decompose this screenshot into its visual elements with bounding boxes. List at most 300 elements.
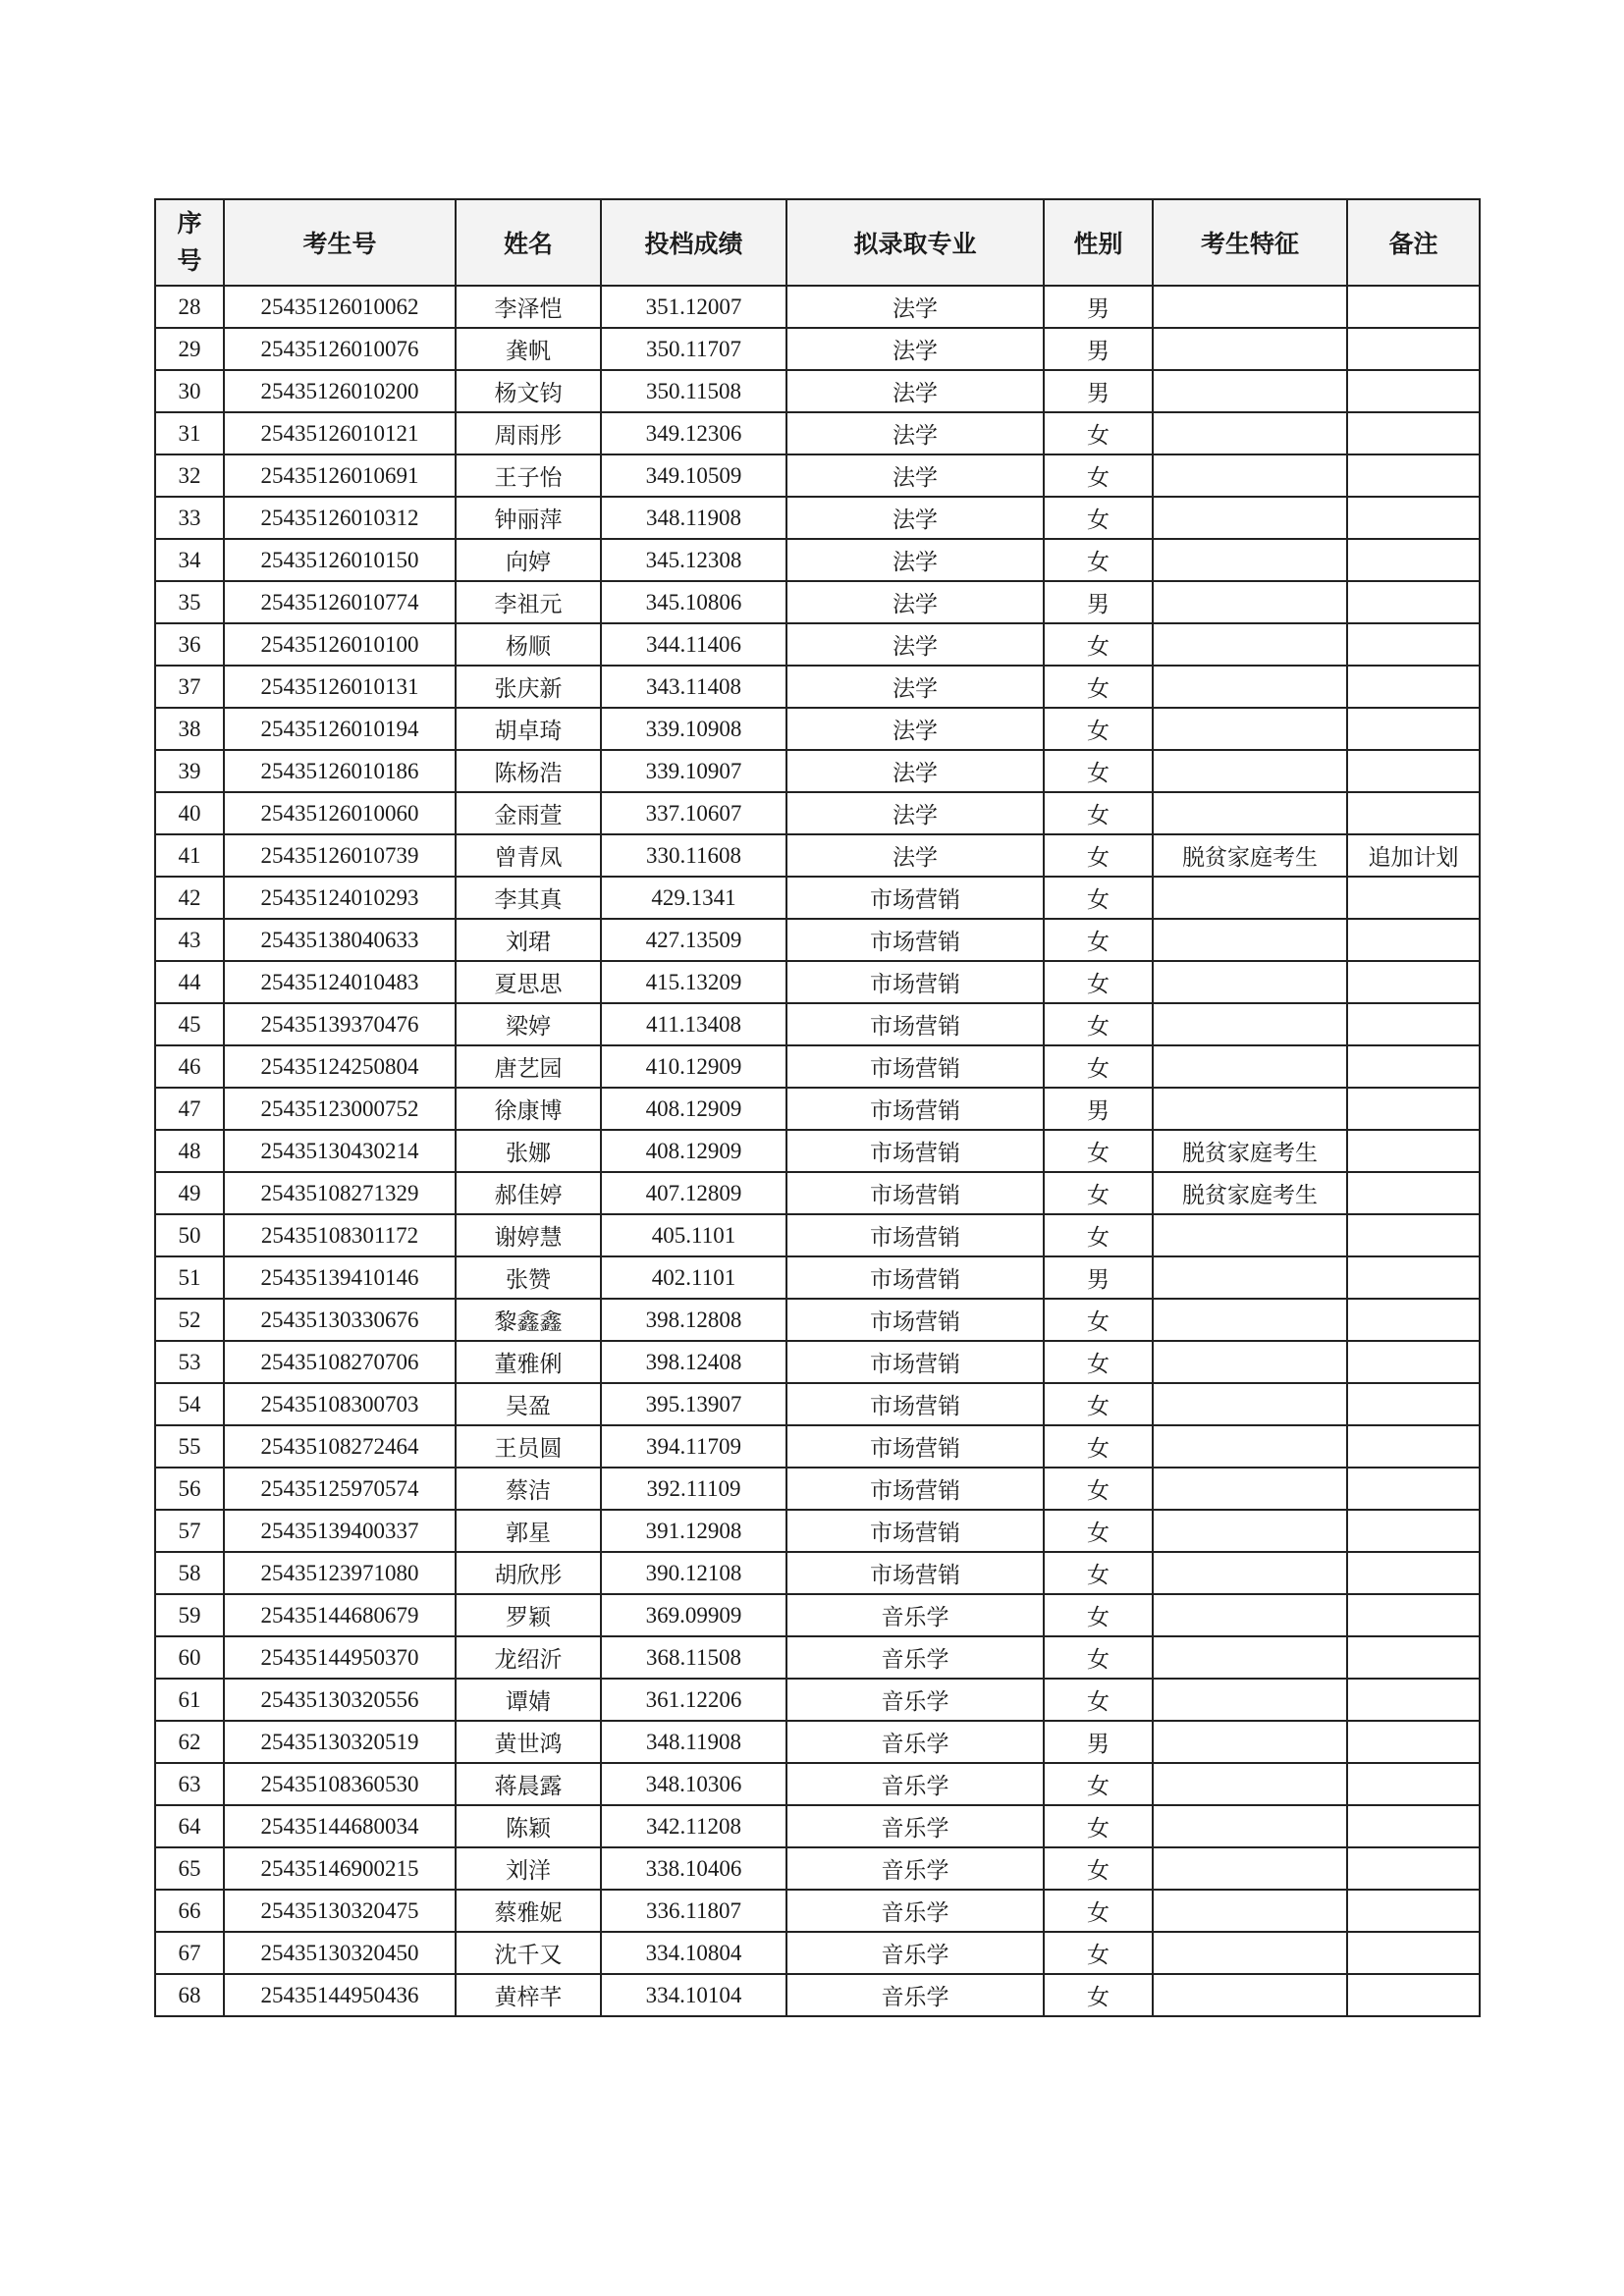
cell-gender: 女 — [1044, 1341, 1153, 1383]
cell-seq: 63 — [155, 1763, 224, 1805]
table-row — [155, 454, 1480, 497]
cell-gender: 女 — [1044, 1974, 1153, 2016]
cell-score: 348.11908 — [601, 1721, 786, 1763]
cell-exam-no: 25435125970574 — [224, 1468, 456, 1510]
cell-major: 音乐学 — [786, 1763, 1044, 1805]
cell-exam-no: 25435124010483 — [224, 961, 456, 1003]
cell-score: 410.12909 — [601, 1045, 786, 1088]
cell-remark — [1347, 1847, 1480, 1890]
cell-remark — [1347, 1805, 1480, 1847]
cell-gender: 女 — [1044, 1594, 1153, 1636]
cell-remark — [1347, 1679, 1480, 1721]
table-row — [155, 877, 1480, 919]
cell-name: 李祖元 — [456, 581, 601, 623]
cell-score: 348.10306 — [601, 1763, 786, 1805]
cell-major: 法学 — [786, 581, 1044, 623]
cell-remark — [1347, 1214, 1480, 1256]
header-major: 拟录取专业 — [786, 199, 1044, 286]
cell-remark — [1347, 1510, 1480, 1552]
cell-feature — [1153, 1847, 1347, 1890]
cell-exam-no: 25435126010060 — [224, 792, 456, 834]
cell-remark — [1347, 666, 1480, 708]
cell-name: 董雅俐 — [456, 1341, 601, 1383]
cell-remark — [1347, 1763, 1480, 1805]
cell-name: 周雨彤 — [456, 412, 601, 454]
cell-name: 金雨萱 — [456, 792, 601, 834]
cell-score: 338.10406 — [601, 1847, 786, 1890]
cell-major: 法学 — [786, 792, 1044, 834]
cell-exam-no: 25435126010739 — [224, 834, 456, 877]
cell-gender: 女 — [1044, 1679, 1153, 1721]
cell-score: 343.11408 — [601, 666, 786, 708]
cell-seq: 29 — [155, 328, 224, 370]
cell-exam-no: 25435144680679 — [224, 1594, 456, 1636]
cell-seq: 55 — [155, 1425, 224, 1468]
cell-major: 市场营销 — [786, 1130, 1044, 1172]
cell-score: 350.11508 — [601, 370, 786, 412]
cell-gender: 男 — [1044, 328, 1153, 370]
cell-remark — [1347, 1088, 1480, 1130]
cell-name: 谢婷慧 — [456, 1214, 601, 1256]
cell-seq: 65 — [155, 1847, 224, 1890]
cell-seq: 31 — [155, 412, 224, 454]
cell-name: 刘珺 — [456, 919, 601, 961]
table-row — [155, 1763, 1480, 1805]
cell-major: 市场营销 — [786, 1003, 1044, 1045]
cell-exam-no: 25435126010131 — [224, 666, 456, 708]
cell-remark — [1347, 1636, 1480, 1679]
cell-seq: 46 — [155, 1045, 224, 1088]
cell-remark — [1347, 708, 1480, 750]
cell-feature — [1153, 1763, 1347, 1805]
cell-exam-no: 25435108360530 — [224, 1763, 456, 1805]
cell-score: 398.12408 — [601, 1341, 786, 1383]
header-name: 姓名 — [456, 199, 601, 286]
table-row — [155, 1805, 1480, 1847]
cell-seq: 53 — [155, 1341, 224, 1383]
cell-remark — [1347, 1425, 1480, 1468]
cell-gender: 女 — [1044, 1636, 1153, 1679]
cell-exam-no: 25435138040633 — [224, 919, 456, 961]
cell-feature: 脱贫家庭考生 — [1153, 1130, 1347, 1172]
cell-major: 市场营销 — [786, 1088, 1044, 1130]
cell-seq: 64 — [155, 1805, 224, 1847]
table-row — [155, 1679, 1480, 1721]
cell-score: 345.12308 — [601, 539, 786, 581]
table-row — [155, 1045, 1480, 1088]
cell-exam-no: 25435144950436 — [224, 1974, 456, 2016]
cell-remark — [1347, 1383, 1480, 1425]
cell-feature — [1153, 1468, 1347, 1510]
cell-seq: 41 — [155, 834, 224, 877]
cell-feature — [1153, 412, 1347, 454]
cell-seq: 52 — [155, 1299, 224, 1341]
cell-major: 市场营销 — [786, 1341, 1044, 1383]
cell-feature — [1153, 1510, 1347, 1552]
table-row — [155, 1890, 1480, 1932]
cell-name: 胡欣彤 — [456, 1552, 601, 1594]
cell-exam-no: 25435108301172 — [224, 1214, 456, 1256]
cell-seq: 59 — [155, 1594, 224, 1636]
cell-name: 陈颖 — [456, 1805, 601, 1847]
cell-exam-no: 25435123971080 — [224, 1552, 456, 1594]
cell-name: 李泽恺 — [456, 286, 601, 328]
cell-major: 法学 — [786, 497, 1044, 539]
cell-feature — [1153, 1299, 1347, 1341]
table-row — [155, 666, 1480, 708]
cell-seq: 60 — [155, 1636, 224, 1679]
cell-score: 390.12108 — [601, 1552, 786, 1594]
cell-name: 梁婷 — [456, 1003, 601, 1045]
cell-exam-no: 25435144950370 — [224, 1636, 456, 1679]
cell-major: 音乐学 — [786, 1805, 1044, 1847]
header-seq-line1: 序 — [177, 209, 202, 238]
cell-remark — [1347, 961, 1480, 1003]
cell-remark — [1347, 1299, 1480, 1341]
cell-name: 刘洋 — [456, 1847, 601, 1890]
cell-gender: 女 — [1044, 750, 1153, 792]
cell-score: 395.13907 — [601, 1383, 786, 1425]
cell-feature — [1153, 1890, 1347, 1932]
cell-major: 市场营销 — [786, 1552, 1044, 1594]
cell-remark — [1347, 370, 1480, 412]
header-gender: 性别 — [1044, 199, 1153, 286]
cell-major: 法学 — [786, 623, 1044, 666]
table-row — [155, 919, 1480, 961]
cell-gender: 女 — [1044, 1425, 1153, 1468]
table-row — [155, 1636, 1480, 1679]
cell-feature — [1153, 961, 1347, 1003]
cell-gender: 女 — [1044, 1383, 1153, 1425]
cell-seq: 58 — [155, 1552, 224, 1594]
header-seq-line2: 号 — [177, 246, 202, 275]
cell-major: 法学 — [786, 328, 1044, 370]
cell-name: 唐艺园 — [456, 1045, 601, 1088]
cell-remark — [1347, 286, 1480, 328]
cell-remark — [1347, 412, 1480, 454]
cell-score: 345.10806 — [601, 581, 786, 623]
cell-gender: 女 — [1044, 623, 1153, 666]
header-feature: 考生特征 — [1153, 199, 1347, 286]
cell-score: 334.10804 — [601, 1932, 786, 1974]
cell-feature — [1153, 1679, 1347, 1721]
cell-feature — [1153, 750, 1347, 792]
cell-exam-no: 25435130430214 — [224, 1130, 456, 1172]
cell-exam-no: 25435126010312 — [224, 497, 456, 539]
cell-gender: 女 — [1044, 1468, 1153, 1510]
cell-name: 龙绍沂 — [456, 1636, 601, 1679]
cell-major: 法学 — [786, 286, 1044, 328]
cell-feature — [1153, 1383, 1347, 1425]
table-row — [155, 286, 1480, 328]
cell-gender: 男 — [1044, 1088, 1153, 1130]
cell-name: 谭婧 — [456, 1679, 601, 1721]
cell-exam-no: 25435124250804 — [224, 1045, 456, 1088]
table-row — [155, 1721, 1480, 1763]
table-row — [155, 1425, 1480, 1468]
table-row — [155, 328, 1480, 370]
cell-exam-no: 25435139410146 — [224, 1256, 456, 1299]
cell-major: 市场营销 — [786, 961, 1044, 1003]
cell-feature — [1153, 1932, 1347, 1974]
cell-gender: 女 — [1044, 792, 1153, 834]
cell-score: 349.12306 — [601, 412, 786, 454]
cell-seq: 44 — [155, 961, 224, 1003]
cell-major: 市场营销 — [786, 1425, 1044, 1468]
table-row — [155, 1383, 1480, 1425]
cell-name: 向婷 — [456, 539, 601, 581]
cell-remark — [1347, 1003, 1480, 1045]
cell-major: 法学 — [786, 666, 1044, 708]
header-exam-no: 考生号 — [224, 199, 456, 286]
cell-name: 蔡雅妮 — [456, 1890, 601, 1932]
table-row — [155, 961, 1480, 1003]
cell-score: 339.10907 — [601, 750, 786, 792]
cell-score: 369.09909 — [601, 1594, 786, 1636]
cell-gender: 女 — [1044, 1172, 1153, 1214]
cell-major: 音乐学 — [786, 1721, 1044, 1763]
table-row — [155, 1003, 1480, 1045]
cell-seq: 48 — [155, 1130, 224, 1172]
cell-score: 405.1101 — [601, 1214, 786, 1256]
cell-gender: 男 — [1044, 370, 1153, 412]
cell-score: 407.12809 — [601, 1172, 786, 1214]
table-row — [155, 1299, 1480, 1341]
cell-remark — [1347, 623, 1480, 666]
cell-feature — [1153, 454, 1347, 497]
cell-remark — [1347, 539, 1480, 581]
cell-remark — [1347, 1974, 1480, 2016]
cell-score: 368.11508 — [601, 1636, 786, 1679]
table-row — [155, 708, 1480, 750]
cell-seq: 37 — [155, 666, 224, 708]
cell-feature — [1153, 1805, 1347, 1847]
cell-feature — [1153, 1341, 1347, 1383]
table-row — [155, 792, 1480, 834]
cell-feature: 脱贫家庭考生 — [1153, 1172, 1347, 1214]
cell-gender: 女 — [1044, 834, 1153, 877]
cell-score: 408.12909 — [601, 1088, 786, 1130]
cell-exam-no: 25435108270706 — [224, 1341, 456, 1383]
table-row — [155, 1932, 1480, 1974]
cell-remark — [1347, 1468, 1480, 1510]
cell-remark — [1347, 1932, 1480, 1974]
cell-major: 音乐学 — [786, 1679, 1044, 1721]
cell-major: 市场营销 — [786, 1468, 1044, 1510]
cell-major: 法学 — [786, 750, 1044, 792]
cell-gender: 女 — [1044, 1932, 1153, 1974]
table-row — [155, 370, 1480, 412]
cell-name: 张庆新 — [456, 666, 601, 708]
header-score: 投档成绩 — [601, 199, 786, 286]
cell-seq: 54 — [155, 1383, 224, 1425]
cell-exam-no: 25435126010691 — [224, 454, 456, 497]
cell-remark — [1347, 1130, 1480, 1172]
cell-gender: 男 — [1044, 286, 1153, 328]
table-row — [155, 412, 1480, 454]
cell-exam-no: 25435126010186 — [224, 750, 456, 792]
cell-major: 法学 — [786, 834, 1044, 877]
cell-name: 王员圆 — [456, 1425, 601, 1468]
cell-name: 郭星 — [456, 1510, 601, 1552]
cell-gender: 女 — [1044, 1130, 1153, 1172]
cell-exam-no: 25435108271329 — [224, 1172, 456, 1214]
cell-major: 音乐学 — [786, 1974, 1044, 2016]
cell-major: 音乐学 — [786, 1636, 1044, 1679]
cell-remark — [1347, 1552, 1480, 1594]
cell-score: 415.13209 — [601, 961, 786, 1003]
table-row — [155, 1088, 1480, 1130]
cell-name: 龚帆 — [456, 328, 601, 370]
cell-exam-no: 25435126010076 — [224, 328, 456, 370]
cell-exam-no: 25435108272464 — [224, 1425, 456, 1468]
cell-gender: 女 — [1044, 1510, 1153, 1552]
cell-feature — [1153, 286, 1347, 328]
cell-name: 郝佳婷 — [456, 1172, 601, 1214]
cell-feature — [1153, 1974, 1347, 2016]
cell-feature — [1153, 1088, 1347, 1130]
cell-exam-no: 25435126010200 — [224, 370, 456, 412]
cell-name: 王子怡 — [456, 454, 601, 497]
cell-gender: 男 — [1044, 581, 1153, 623]
cell-gender: 女 — [1044, 1003, 1153, 1045]
table-body — [155, 286, 1480, 2016]
table-header-row — [155, 199, 1480, 286]
cell-major: 法学 — [786, 454, 1044, 497]
cell-name: 沈千又 — [456, 1932, 601, 1974]
cell-feature: 脱贫家庭考生 — [1153, 834, 1347, 877]
cell-gender: 女 — [1044, 1299, 1153, 1341]
cell-feature — [1153, 877, 1347, 919]
table-row — [155, 1510, 1480, 1552]
cell-seq: 34 — [155, 539, 224, 581]
table-row — [155, 1172, 1480, 1214]
cell-name: 张赞 — [456, 1256, 601, 1299]
table-row — [155, 750, 1480, 792]
cell-score: 361.12206 — [601, 1679, 786, 1721]
cell-seq: 67 — [155, 1932, 224, 1974]
cell-score: 398.12808 — [601, 1299, 786, 1341]
cell-exam-no: 25435130320450 — [224, 1932, 456, 1974]
cell-feature — [1153, 1045, 1347, 1088]
cell-name: 陈杨浩 — [456, 750, 601, 792]
cell-seq: 47 — [155, 1088, 224, 1130]
cell-seq: 36 — [155, 623, 224, 666]
cell-gender: 男 — [1044, 1721, 1153, 1763]
cell-major: 市场营销 — [786, 877, 1044, 919]
cell-name: 杨文钧 — [456, 370, 601, 412]
cell-score: 350.11707 — [601, 328, 786, 370]
cell-remark — [1347, 328, 1480, 370]
cell-name: 罗颖 — [456, 1594, 601, 1636]
cell-score: 344.11406 — [601, 623, 786, 666]
cell-feature — [1153, 1552, 1347, 1594]
cell-feature — [1153, 919, 1347, 961]
cell-name: 黄梓芊 — [456, 1974, 601, 2016]
cell-feature — [1153, 1636, 1347, 1679]
cell-score: 429.1341 — [601, 877, 786, 919]
cell-score: 334.10104 — [601, 1974, 786, 2016]
table-row — [155, 1341, 1480, 1383]
cell-remark: 追加计划 — [1347, 834, 1480, 877]
cell-score: 349.10509 — [601, 454, 786, 497]
cell-gender: 女 — [1044, 1763, 1153, 1805]
cell-seq: 28 — [155, 286, 224, 328]
table-row — [155, 623, 1480, 666]
cell-remark — [1347, 497, 1480, 539]
cell-exam-no: 25435126010100 — [224, 623, 456, 666]
cell-name: 黄世鸿 — [456, 1721, 601, 1763]
cell-exam-no: 25435124010293 — [224, 877, 456, 919]
cell-major: 法学 — [786, 539, 1044, 581]
cell-exam-no: 25435130320519 — [224, 1721, 456, 1763]
cell-gender: 女 — [1044, 1045, 1153, 1088]
cell-feature — [1153, 1425, 1347, 1468]
cell-gender: 男 — [1044, 1256, 1153, 1299]
cell-major: 法学 — [786, 370, 1044, 412]
cell-exam-no: 25435130320475 — [224, 1890, 456, 1932]
table-row — [155, 1130, 1480, 1172]
cell-name: 蔡洁 — [456, 1468, 601, 1510]
cell-gender: 女 — [1044, 961, 1153, 1003]
cell-score: 411.13408 — [601, 1003, 786, 1045]
cell-seq: 38 — [155, 708, 224, 750]
cell-remark — [1347, 750, 1480, 792]
cell-name: 徐康博 — [456, 1088, 601, 1130]
cell-exam-no: 25435139400337 — [224, 1510, 456, 1552]
cell-name: 胡卓琦 — [456, 708, 601, 750]
cell-name: 夏思思 — [456, 961, 601, 1003]
cell-major: 市场营销 — [786, 1172, 1044, 1214]
cell-feature — [1153, 1214, 1347, 1256]
cell-exam-no: 25435146900215 — [224, 1847, 456, 1890]
cell-score: 348.11908 — [601, 497, 786, 539]
header-seq — [155, 199, 224, 286]
cell-major: 法学 — [786, 412, 1044, 454]
cell-major: 市场营销 — [786, 1383, 1044, 1425]
cell-feature — [1153, 581, 1347, 623]
cell-name: 杨顺 — [456, 623, 601, 666]
admission-table — [154, 198, 1481, 2017]
cell-gender: 女 — [1044, 539, 1153, 581]
cell-seq: 51 — [155, 1256, 224, 1299]
cell-gender: 女 — [1044, 1890, 1153, 1932]
cell-seq: 50 — [155, 1214, 224, 1256]
cell-seq: 56 — [155, 1468, 224, 1510]
cell-feature — [1153, 1594, 1347, 1636]
cell-name: 钟丽萍 — [456, 497, 601, 539]
cell-gender: 女 — [1044, 1847, 1153, 1890]
cell-major: 音乐学 — [786, 1890, 1044, 1932]
cell-seq: 32 — [155, 454, 224, 497]
cell-remark — [1347, 1890, 1480, 1932]
cell-remark — [1347, 454, 1480, 497]
cell-gender: 女 — [1044, 1552, 1153, 1594]
cell-remark — [1347, 919, 1480, 961]
cell-seq: 66 — [155, 1890, 224, 1932]
cell-remark — [1347, 1341, 1480, 1383]
cell-feature — [1153, 1256, 1347, 1299]
cell-score: 342.11208 — [601, 1805, 786, 1847]
cell-major: 市场营销 — [786, 1045, 1044, 1088]
table-row — [155, 497, 1480, 539]
cell-major: 法学 — [786, 708, 1044, 750]
cell-major: 市场营销 — [786, 1510, 1044, 1552]
cell-seq: 35 — [155, 581, 224, 623]
header-remark: 备注 — [1347, 199, 1480, 286]
cell-seq: 40 — [155, 792, 224, 834]
table-row — [155, 1214, 1480, 1256]
